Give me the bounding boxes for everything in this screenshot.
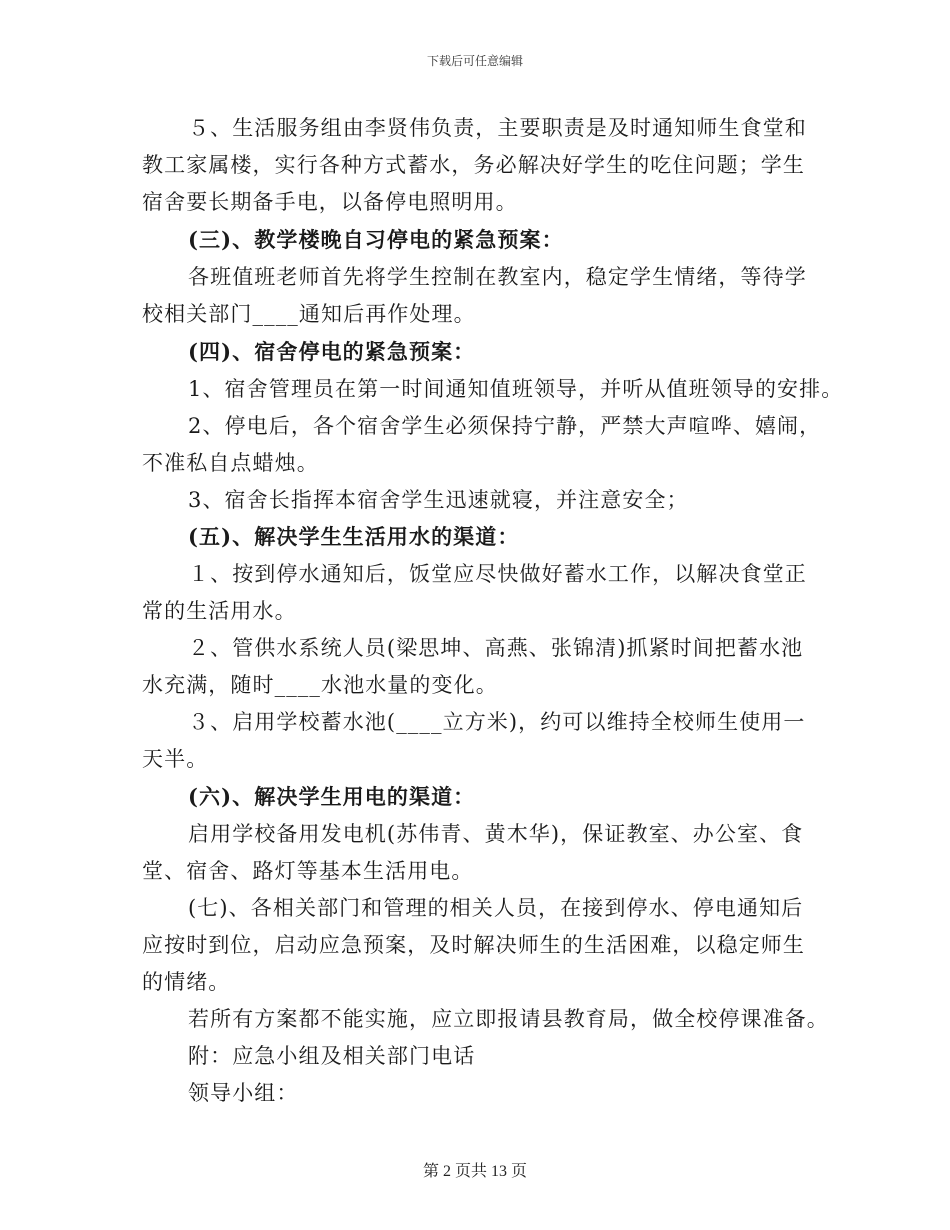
text-line: 常的生活用水。 [142, 599, 297, 623]
text-line: １、按到停水通知后，饭堂应尽快做好蓄水工作，以解决食堂正 [188, 562, 807, 586]
text-line: 启用学校备用发电机(苏伟青、黄木华)，保证教室、办公室、食 [188, 822, 804, 846]
text-line: 1、宿舍管理员在第一时间通知值班领导，并听从值班领导的安排。 [188, 377, 844, 401]
text-line: 水充满，随时____水池水量的变化。 [142, 673, 498, 697]
section-heading-4: (四)、宿舍停电的紧急预案： [188, 339, 476, 364]
text-line: (七)、各相关部门和管理的相关人员，在接到停水、停电通知后 [188, 896, 804, 920]
section-heading-5: (五)、解决学生生活用水的渠道： [188, 524, 520, 549]
text-line: 不准私自点蜡烛。 [142, 451, 319, 475]
page-number: 第 2 页共 13 页 [422, 1163, 527, 1180]
text-line: 天半。 [142, 747, 209, 771]
text-line: 宿舍要长期备手电，以备停电照明用。 [142, 190, 518, 214]
text-line: 3、宿舍长指挥本宿舍学生迅速就寝，并注意安全； [188, 488, 689, 512]
text-line: 附：应急小组及相关部门电话 [188, 1044, 476, 1068]
section-heading-3: (三)、教学楼晚自习停电的紧急预案： [188, 227, 564, 252]
text-line: ３、启用学校蓄水池(____立方米)，约可以维持全校师生使用一 [188, 710, 806, 734]
text-line: 应按时到位，启动应急预案，及时解决师生的生活困难，以稳定师生 [142, 933, 805, 957]
section-heading-6: (六)、解决学生用电的渠道： [188, 784, 476, 809]
text-line: 2、停电后，各个宿舍学生必须保持宁静，严禁大声喧哗、嬉闹， [188, 414, 822, 438]
text-line: 的情绪。 [142, 970, 231, 994]
text-line: ２、管供水系统人员(梁思坤、高燕、张锦清)抓紧时间把蓄水池 [188, 636, 804, 660]
text-line: 堂、宿舍、路灯等基本生活用电。 [142, 859, 474, 883]
text-line: 校相关部门____通知后再作处理。 [142, 302, 476, 326]
text-line: 若所有方案都不能实施，应立即报请县教育局，做全校停课准备。 [188, 1007, 829, 1031]
text-line: 领导小组： [188, 1081, 299, 1105]
text-line: 教工家属楼，实行各种方式蓄水，务必解决好学生的吃住问题；学生 [142, 153, 805, 177]
text-line: ５、生活服务组由李贤伟负责，主要职责是及时通知师生食堂和 [188, 116, 807, 140]
text-line: 各班值班老师首先将学生控制在教室内，稳定学生情绪，等待学 [188, 265, 807, 289]
page-header-note: 下载后可任意编辑 [426, 54, 523, 68]
